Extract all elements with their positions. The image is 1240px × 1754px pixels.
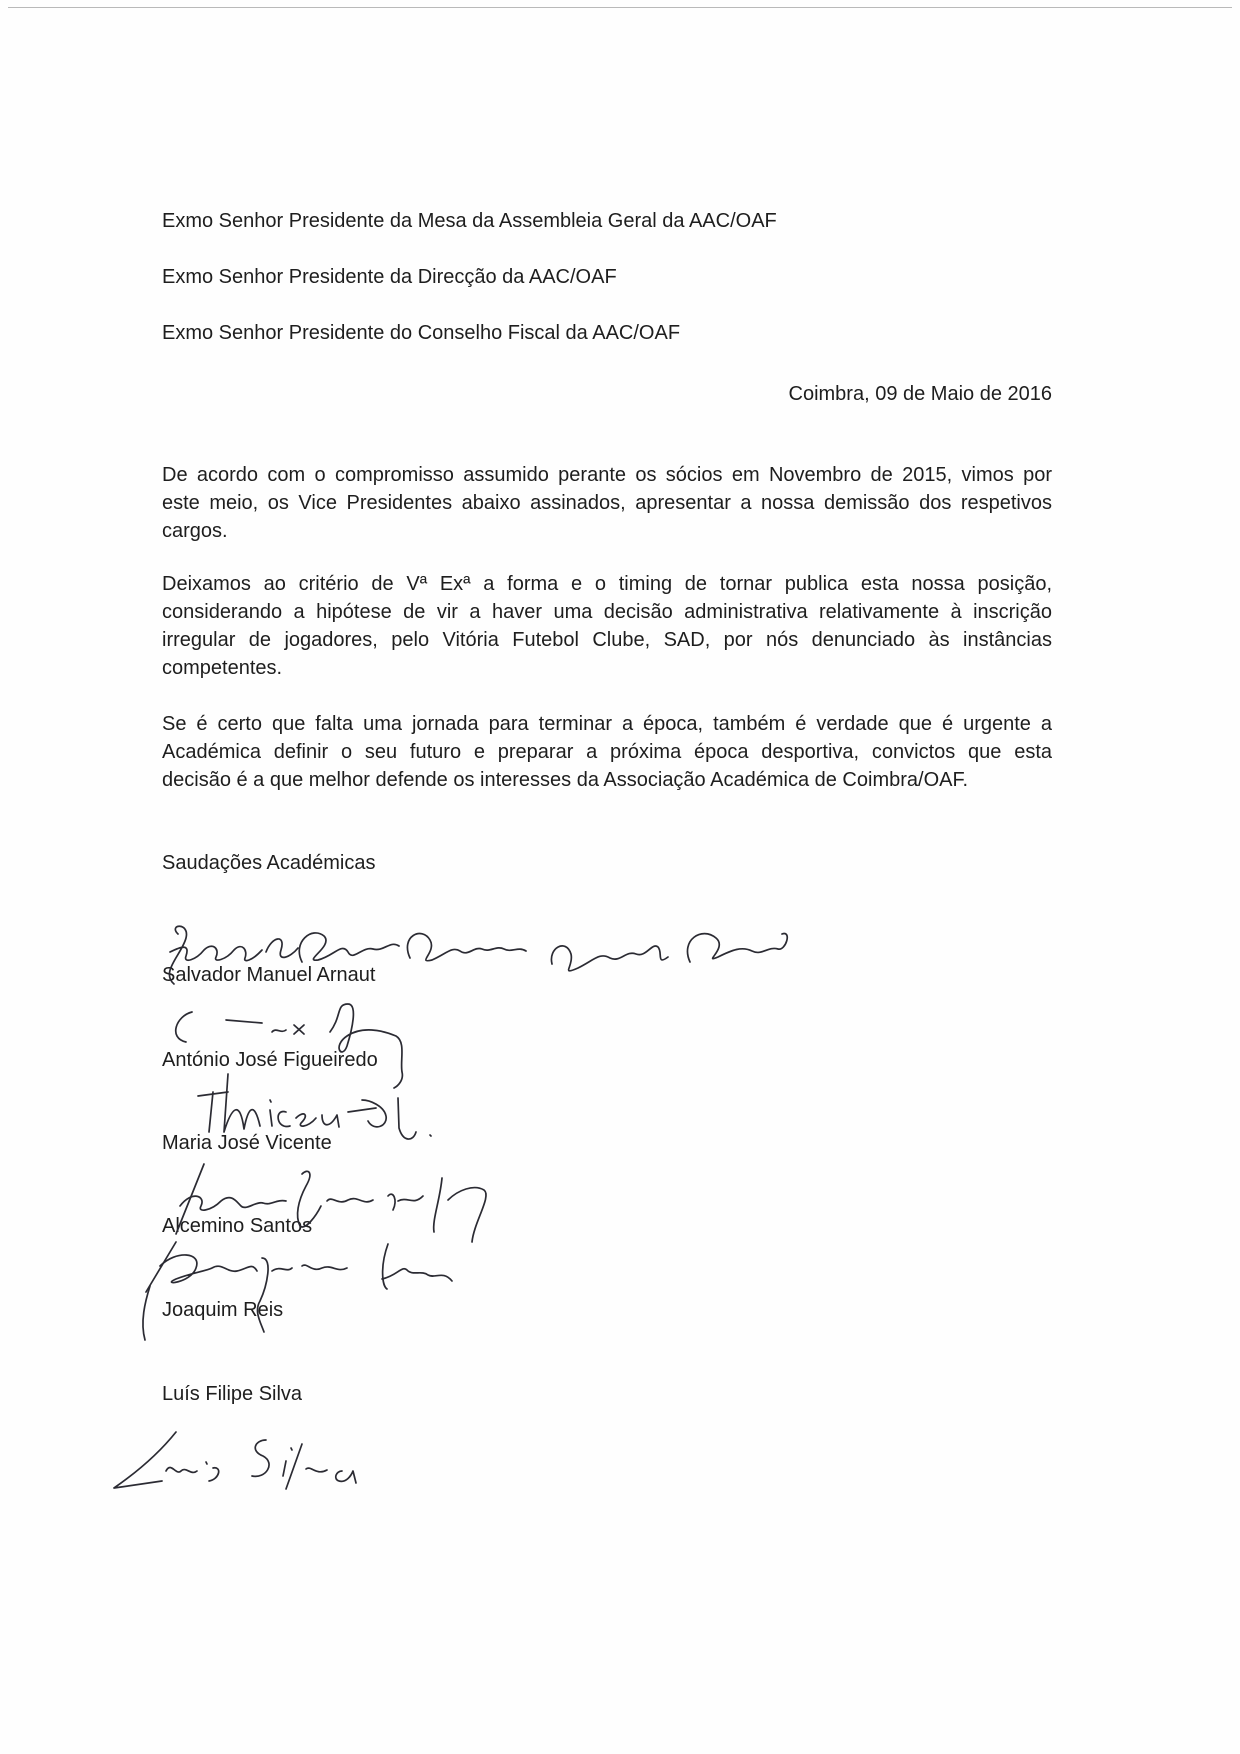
paragraph-3-line-2: Académica definir o seu futuro e preparar a próxima época desportiva, convictos que esta [162, 741, 1052, 763]
letter-date: Coimbra, 09 de Maio de 2016 [788, 383, 1052, 405]
signatory-name-1: Salvador Manuel Arnaut [162, 964, 376, 986]
paragraph-1-line-1: De acordo com o compromisso assumido perante os sócios em Novembro de 2015, vimos por [162, 464, 1052, 486]
paragraph-2-line-4: competentes. [162, 657, 283, 679]
closing-salutation: Saudações Académicas [162, 852, 376, 874]
signatory-name-4: Alcemino Santos [162, 1215, 313, 1237]
paragraph-1-line-3: cargos. [162, 520, 228, 542]
recipient-line-1: Exmo Senhor Presidente da Mesa da Assembleia Geral da AAC/OAF [162, 210, 777, 232]
signature-joaquim-reis [143, 1242, 452, 1340]
signatory-name-6: Luís Filipe Silva [162, 1383, 303, 1405]
scan-edge-line [8, 7, 1232, 8]
recipient-line-3: Exmo Senhor Presidente do Conselho Fiscal da AAC/OAF [162, 322, 681, 344]
signature-luis-filipe-silva [114, 1432, 356, 1489]
paragraph-3-line-1: Se é certo que falta uma jornada para terminar a época, também é verdade que é urgente a [162, 713, 1052, 735]
signatory-name-2: António José Figueiredo [162, 1049, 378, 1071]
paragraph-2-line-1: Deixamos ao critério de Vª Exª a forma e o timing de tornar publica esta nossa posição, [162, 573, 1052, 595]
recipient-line-2: Exmo Senhor Presidente da Direcção da AAC/OAF [162, 266, 617, 288]
paragraph-3-line-3: decisão é a que melhor defende os interesses da Associação Académica de Coimbra/OAF. [162, 769, 969, 791]
paragraph-2-line-3: irregular de jogadores, pelo Vitória Futebol Clube, SAD, por nós denunciado às instâncias [162, 629, 1052, 651]
paragraph-2-line-2: considerando a hipótese de vir a haver uma decisão administrativa relativamente à inscrição [162, 601, 1052, 623]
signatory-name-3: Maria José Vicente [162, 1132, 332, 1154]
paragraph-1-line-2: este meio, os Vice Presidentes abaixo assinados, apresentar a nossa demissão dos respetivos [162, 492, 1052, 514]
signatory-name-5: Joaquim Reis [162, 1299, 284, 1321]
